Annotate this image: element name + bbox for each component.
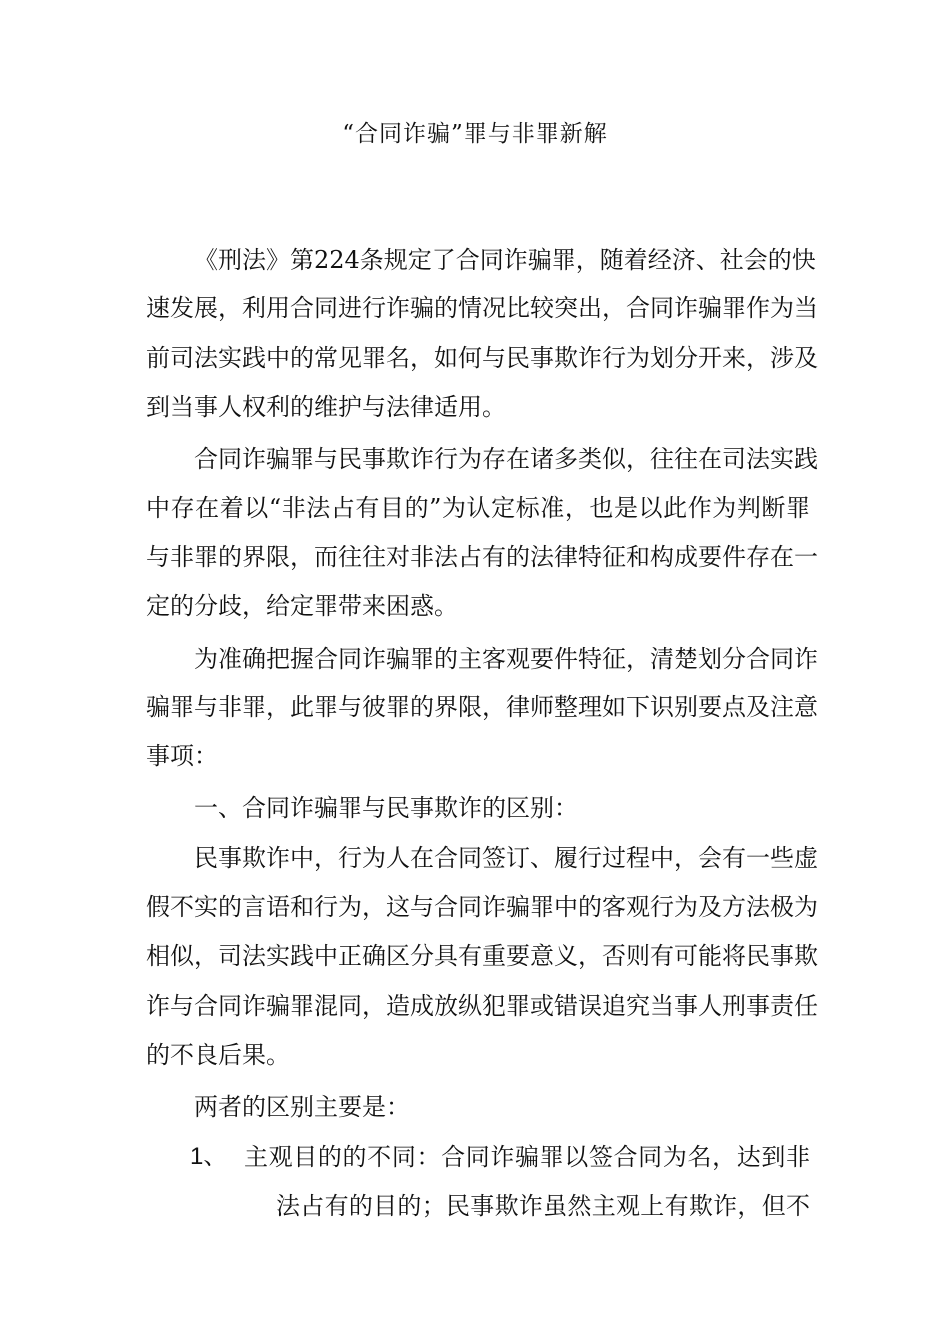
paragraph-3-line-1: 为准确把握合同诈骗罪的主客观要件特征，清楚划分合同诈 xyxy=(194,645,818,673)
paragraph-2-line-2: 中存在着以“非法占有目的”为认定标准，也是以此作为判断罪 xyxy=(146,494,810,522)
paragraph-1-line-3: 前司法实践中的常见罪名，如何与民事欺诈行为划分开来，涉及 xyxy=(146,344,818,372)
paragraph-5-line-4: 诈与合同诈骗罪混同，造成放纵犯罪或错误追究当事人刑事责任 xyxy=(146,992,818,1020)
paragraph-3-line-2: 骗罪与非罪，此罪与彼罪的界限，律师整理如下识别要点及注意 xyxy=(146,693,818,721)
list-item-line-1: 主观目的的不同：合同诈骗罪以签合同为名，达到非 xyxy=(244,1143,810,1171)
paragraph-2-line-4: 定的分歧，给定罪带来困惑。 xyxy=(146,592,458,620)
list-item-line-2: 法占有的目的；民事欺诈虽然主观上有欺诈，但不 xyxy=(276,1192,810,1220)
paragraph-1-line-2: 速发展，利用合同进行诈骗的情况比较突出，合同诈骗罪作为当 xyxy=(146,294,818,322)
paragraph-5-line-1: 民事欺诈中，行为人在合同签订、履行过程中，会有一些虚 xyxy=(194,844,818,872)
section-heading-1: 一、合同诈骗罪与民事欺诈的区别： xyxy=(194,794,578,822)
list-item-number: 1、 xyxy=(190,1143,228,1170)
paragraph-2-line-1: 合同诈骗罪与民事欺诈行为存在诸多类似，往往在司法实践 xyxy=(194,445,818,473)
paragraph-6-line-1: 两者的区别主要是： xyxy=(194,1093,410,1121)
paragraph-3-line-3: 事项： xyxy=(146,742,218,770)
paragraph-5-line-3: 相似，司法实践中正确区分具有重要意义，否则有可能将民事欺 xyxy=(146,942,818,970)
document-title: “合同诈骗”罪与非罪新解 xyxy=(342,121,608,147)
paragraph-1-line-1: 《刑法》第224条规定了合同诈骗罪，随着经济、社会的快 xyxy=(194,246,816,274)
paragraph-5-line-2: 假不实的言语和行为，这与合同诈骗罪中的客观行为及方法极为 xyxy=(146,893,818,921)
paragraph-1-line-4: 到当事人权利的维护与法律适用。 xyxy=(146,393,506,421)
paragraph-5-line-5: 的不良后果。 xyxy=(146,1041,290,1069)
paragraph-2-line-3: 与非罪的界限，而往往对非法占有的法律特征和构成要件存在一 xyxy=(146,543,818,571)
